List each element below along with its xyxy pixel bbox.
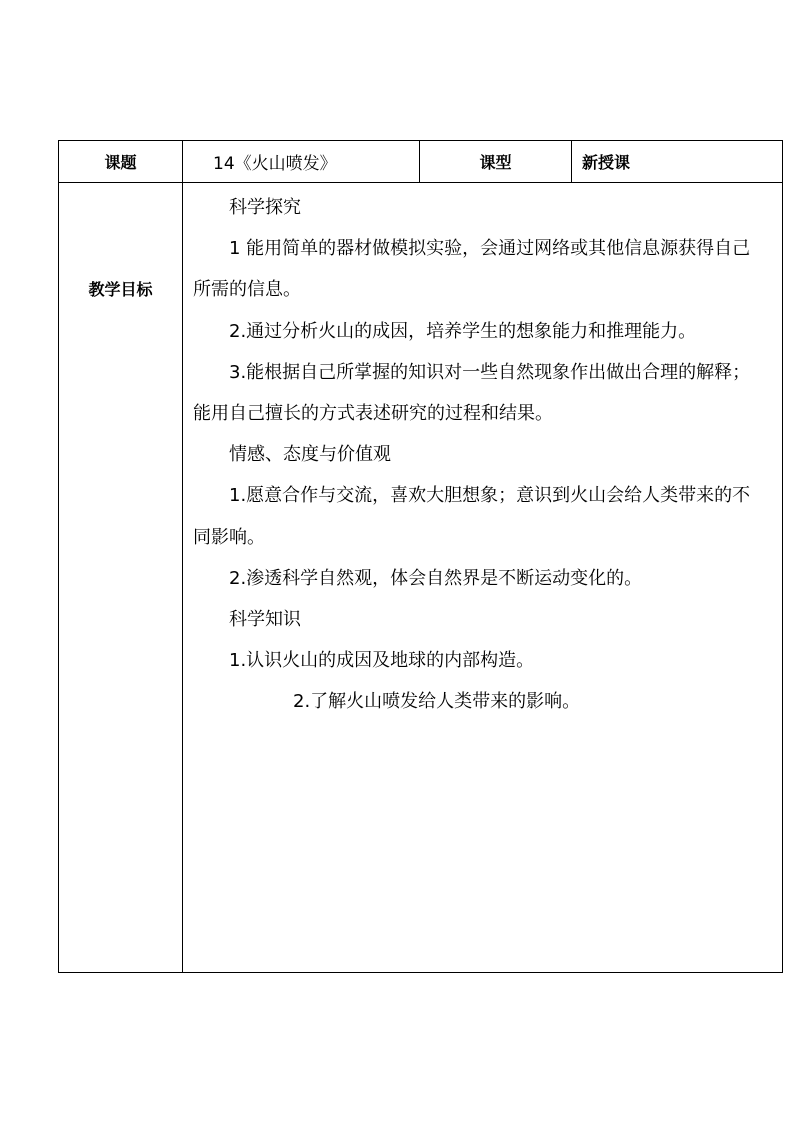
header-row (59, 141, 783, 183)
objective-line: 1.认识火山的成因及地球的内部构造。 (229, 650, 535, 672)
objective-line: 1.愿意合作与交流，喜欢大胆想象；意识到火山会给人类带来的不同影响。 (193, 485, 751, 548)
objectives-label: 教学目标 (88, 280, 153, 299)
objectives-body (183, 183, 783, 973)
objective-line: 情感、态度与价值观 (229, 444, 391, 466)
type-value: 新授课 (572, 141, 783, 183)
objective-line: 2.渗透科学自然观，体会自然界是不断运动变化的。 (229, 567, 643, 589)
objective-line: 2.了解火山喷发给人类带来的影响。 (293, 691, 581, 713)
objective-line: 1 能用简单的器材做模拟实验，会通过网络或其他信息源获得自己所需的信息。 (193, 238, 751, 301)
objective-line: 2.通过分析火山的成因，培养学生的想象能力和推理能力。 (229, 320, 697, 342)
objective-line: 3.能根据自己所掌握的知识对一些自然现象作出做出合理的解释；能用自己擅长的方式表述研究的过程和结果。 (193, 361, 751, 425)
subject-label: 课题 (59, 141, 183, 183)
subject-value: 14《火山喷发》 (183, 141, 420, 183)
objectives-label-cell (59, 183, 183, 973)
type-label: 课型 (420, 141, 572, 183)
objective-line: 科学知识 (229, 609, 301, 631)
objective-line: 科学探究 (229, 197, 301, 218)
objectives-row (59, 183, 783, 973)
lesson-plan-table (58, 140, 783, 973)
